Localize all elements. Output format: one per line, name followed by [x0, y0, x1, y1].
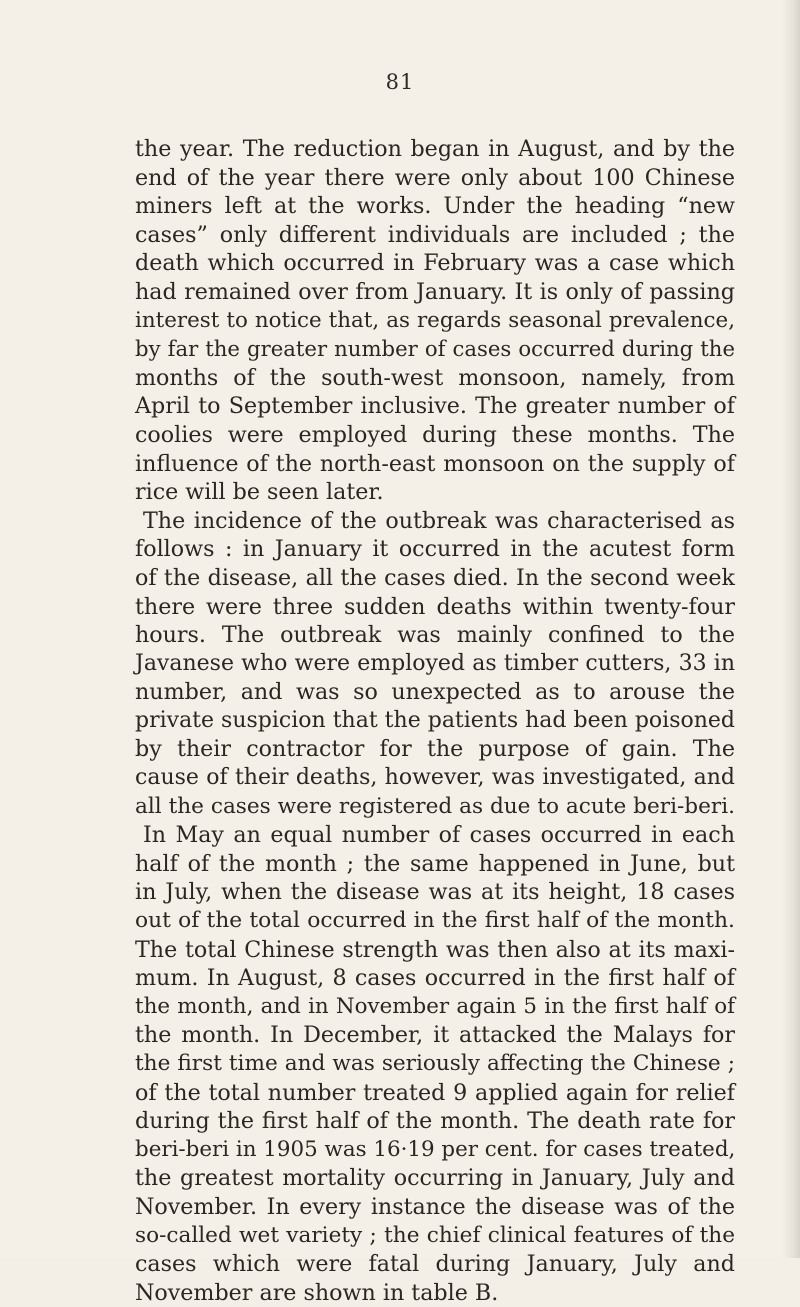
body-text — [135, 135, 735, 1307]
text-line: number, and was so unexpected as to arouse the — [135, 679, 735, 706]
text-line: out of the total occurred in the first half of the month. — [135, 908, 735, 934]
text-line: Javanese who were employed as timber cutters, 33 in — [135, 650, 735, 676]
text-line: in July, when the disease was at its height, 18 cases — [135, 879, 735, 906]
text-line: The incidence of the outbreak was characterised as — [143, 507, 735, 534]
text-line: half of the month ; the same happened in June, but — [135, 850, 735, 877]
text-line: during the first half of the month. The death rate for — [135, 1108, 735, 1135]
text-line: the greatest mortality occurring in January, July and — [135, 1165, 735, 1192]
text-line: there were three sudden deaths within twenty-four — [135, 593, 735, 620]
text-line: end of the year there were only about 100 Chinese — [135, 164, 735, 191]
text-line: so-called wet variety ; the chief clinical features of the — [135, 1222, 735, 1248]
text-line: rice will be seen later. — [135, 479, 384, 506]
text-line: cases” only different individuals are included ; the — [135, 221, 735, 248]
text-line: by their contractor for the purpose of gain. The — [135, 736, 735, 763]
page-number: 81 — [385, 70, 415, 94]
text-line: beri-beri in 1905 was 16·19 per cent. for cases treated, — [135, 1136, 736, 1162]
text-line: November. In every instance the disease was of the — [135, 1193, 735, 1220]
text-line: had remained over from January. It is only of passing — [135, 278, 735, 305]
page-edge-shadow — [782, 0, 800, 1258]
text-line: the month. In December, it attacked the Malays for — [135, 1022, 735, 1049]
text-line: cause of their deaths, however, was investigated, and — [135, 765, 735, 791]
text-line: mum. In August, 8 cases occurred in the first half of — [135, 965, 735, 992]
text-line: cases which were fatal during January, July and — [135, 1251, 735, 1278]
text-line: April to September inclusive. The greater number of — [135, 393, 735, 420]
text-line: follows : in January it occurred in the acutest form — [135, 536, 735, 563]
text-line: November are shown in table B. — [135, 1279, 499, 1306]
text-line: by far the greater number of cases occurred during the — [135, 336, 735, 362]
text-line: the first time and was seriously affecting the Chinese ; — [135, 1051, 735, 1076]
text-line: In May an equal number of cases occurred in each — [143, 822, 735, 849]
text-line: coolies were employed during these months. The — [135, 421, 735, 448]
text-line: death which occurred in February was a case which — [135, 250, 735, 277]
text-line: the year. The reduction began in August, and by the — [135, 136, 735, 162]
text-line: hours. The outbreak was mainly confined to the — [135, 622, 735, 649]
text-line: The total Chinese strength was then also at its maxi- — [135, 936, 735, 963]
text-line: influence of the north-east monsoon on the supply of — [135, 450, 735, 477]
text-line: private suspicion that the patients had been poisoned — [135, 707, 735, 733]
text-line: interest to notice that, as regards seasonal prevalence, — [135, 307, 735, 333]
text-line: months of the south-west monsoon, namely, from — [135, 364, 735, 391]
text-line: of the total number treated 9 applied again for relief — [135, 1079, 735, 1106]
text-line: the month, and in November again 5 in the first half of — [135, 993, 735, 1019]
text-line: miners left at the works. Under the heading “new — [135, 193, 735, 220]
text-line: of the disease, all the cases died. In the second week — [135, 564, 735, 591]
text-line: all the cases were registered as due to acute beri-beri. — [135, 793, 735, 819]
